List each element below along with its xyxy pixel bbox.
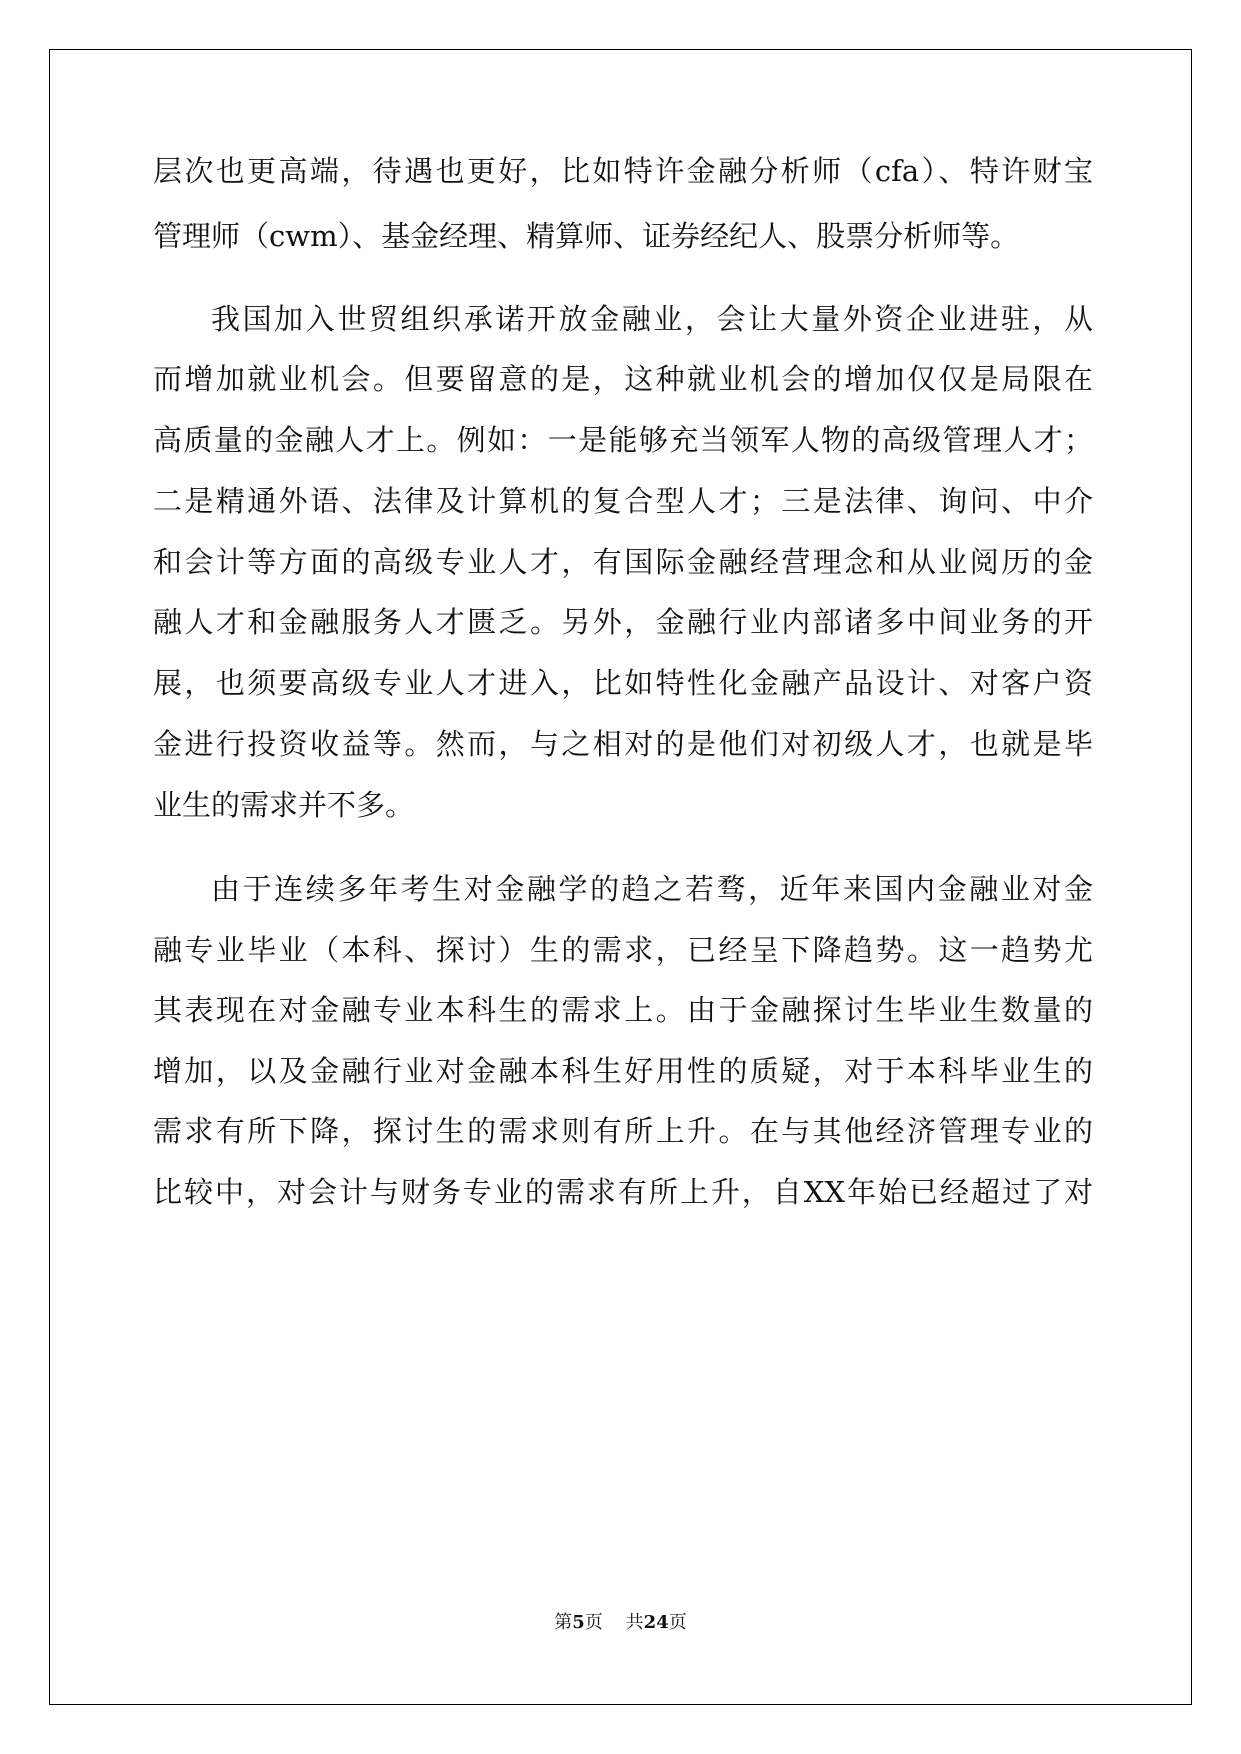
text-line: 高质量的金融人才上。例如：一是能够充当领军人物的高级管理人才； xyxy=(153,423,1093,457)
footer-total-number: 24 xyxy=(643,1612,669,1633)
text-line: 比较中，对会计与财务专业的需求有所上升，自XX年始已经超过了对 xyxy=(153,1175,1093,1209)
text-line: 二是精通外语、法律及计算机的复合型人才；三是法律、询问、中介 xyxy=(153,484,1093,518)
text-line: 展，也须要高级专业人才进入，比如特性化金融产品设计、对客户资 xyxy=(153,666,1093,700)
footer-page-prefix: 第 xyxy=(554,1612,573,1633)
text-line: 管理师（cwm）、基金经理、精算师、证券经纪人、股票分析师等。 xyxy=(153,219,1020,253)
text-line: 融专业毕业（本科、探讨）生的需求，已经呈下降趋势。这一趋势尤 xyxy=(153,933,1093,967)
text-line: 我国加入世贸组织承诺开放金融业，会让大量外资企业进驻，从 xyxy=(211,302,1093,336)
text-line: 其表现在对金融专业本科生的需求上。由于金融探讨生毕业生数量的 xyxy=(153,993,1093,1027)
text-line: 和会计等方面的高级专业人才，有国际金融经营理念和从业阅历的金 xyxy=(153,545,1093,579)
footer-total-prefix: 共 xyxy=(625,1612,644,1633)
text-line: 金进行投资收益等。然而，与之相对的是他们对初级人才，也就是毕 xyxy=(153,727,1093,761)
page-footer xyxy=(0,1608,1241,1634)
text-line: 增加，以及金融行业对金融本科生好用性的质疑，对于本科毕业生的 xyxy=(153,1054,1093,1088)
text-line: 而增加就业机会。但要留意的是，这种就业机会的增加仅仅是局限在 xyxy=(153,362,1093,396)
text-line: 需求有所下降，探讨生的需求则有所上升。在与其他经济管理专业的 xyxy=(153,1114,1093,1148)
text-line: 融人才和金融服务人才匮乏。另外，金融行业内部诸多中间业务的开 xyxy=(153,605,1093,639)
footer-page-suffix: 页 xyxy=(584,1612,603,1633)
text-line: 由于连续多年考生对金融学的趋之若骛，近年来国内金融业对金 xyxy=(211,872,1093,906)
text-line: 业生的需求并不多。 xyxy=(153,788,415,822)
text-line: 层次也更高端，待遇也更好，比如特许金融分析师（cfa）、特许财宝 xyxy=(153,154,1093,188)
footer-total-suffix: 页 xyxy=(668,1612,687,1633)
footer-page-number: 5 xyxy=(572,1612,585,1633)
